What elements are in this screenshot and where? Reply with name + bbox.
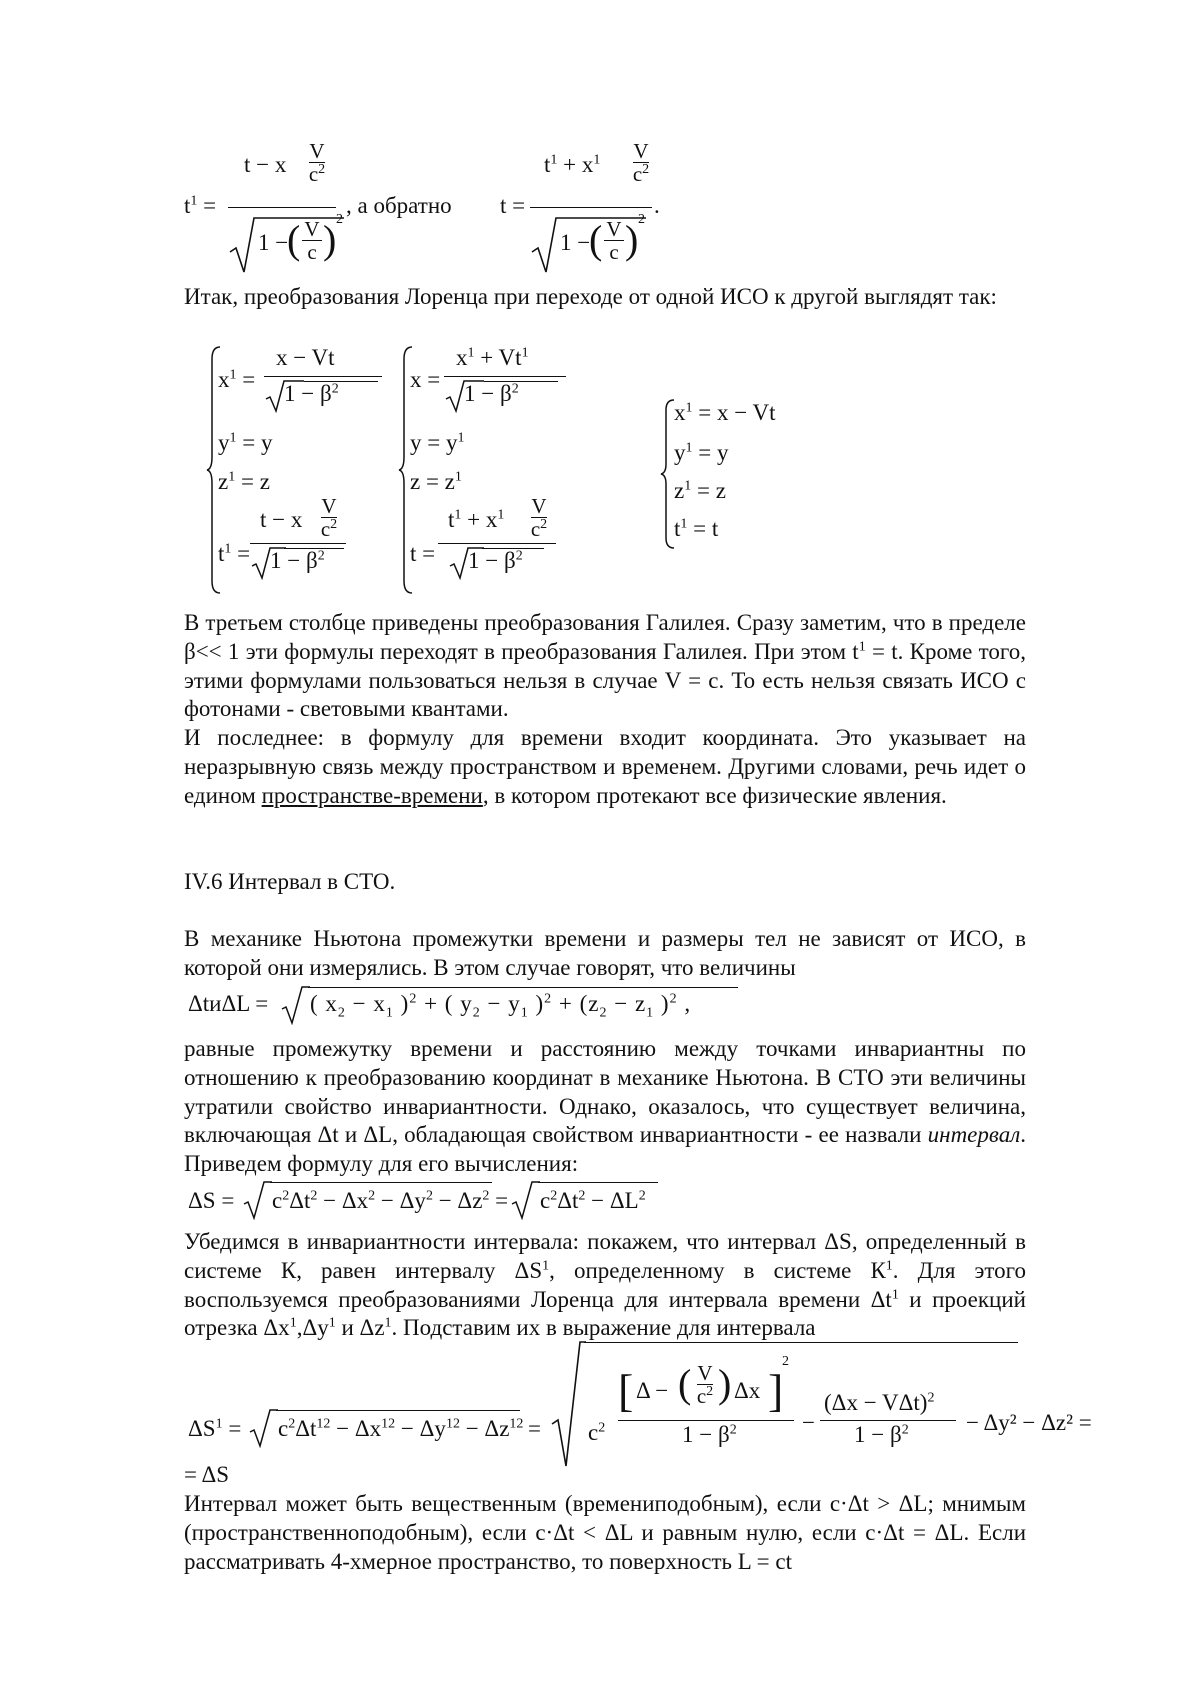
formula-interval-invariance: $\Delta S^1$ = $c^2\Delta t^{12} - \Delta x^{12} - \Delta y^{12} - \Delta z^{12}$ = $c^2$ [ Δ − ( V $c^2$ ) Δx ] 2 $1 - \beta^2$ − $(\Delta x - V\Delta t)^2$ $1 - \beta^2$ − Δy² − Δz² = xyxy=(188,1340,1048,1470)
system-col3: $x^1 = x - Vt$ $y^1 = y$ $z^1 = z$ $t^1 = t$ xyxy=(674,400,776,541)
spacetime-term: пространстве-времени xyxy=(261,782,483,808)
section-title: IV.6 Интервал в СТО. xyxy=(184,869,396,894)
formula-delta-l: ΔtиΔL = ( $x_2 - x_1$ )$^2$ + ( $y_2 - y_1$ )$^2 + (z_2 - z_1$ )$^2$ , xyxy=(188,985,748,1025)
top-formula-connector: , а обратно xyxy=(346,193,452,218)
formula-equals-ds: = ΔS xyxy=(184,1462,230,1487)
formula-delta-s: ΔS = $c^2\Delta t^2 - \Delta x^2 - \Delta y^2 - \Delta z^2$ = $c^2\Delta t^2 - \Delta L^2$ xyxy=(188,1180,688,1220)
system-col2: x = $x^1 + Vt^1$ $1 - \beta^2$ $y = y^1$ $z = z^1$ t = $t^1 + x^1$ V $c^2$ $1 - \beta^2$ xyxy=(410,345,610,595)
paragraph-interval: равные промежутку времени и расстоянию между точками инвариантны по отношению к преобразованию координат в механике Ньютона. В СТО эти величины утратили свойство инвариантности. Однако, оказалось, что существует величина, включающая Δt и ΔL, обладающая свойством инвариантности - ее назвали интервал. Приведем формулу для его вычисления: xyxy=(184,1036,1026,1177)
intro-paragraph: Итак, преобразования Лоренца при переходе от одной ИСО к другой выглядят так: xyxy=(184,284,997,309)
document-page: $t^1$ = t − x V $c^2$ 1 − ( V c ) 2 , а обратно t = $t^1 + x^1$ V $c^2$ 1 − ( V c ) 2 . Итак, преобразования Лоренца при переходе от одной ИСО к другой выглядят так: $x^1$ = x − Vt $1 - \beta^2$ $y^1 = y$ $z^1 = z$ $t^1$ = t − x V $c^2$ $1 - \beta^2$ x = $x^1 + Vt^1$ $1 - \beta^2$ $y = y^1$ $z = z^1$ t = $t^1 + x^1$ V $c^2$ $1 - \beta^2$ $x^1 = x - Vt$ $y^1 = y$ $z^1 = z$ $t^1 = t$ В третьем столбце приведены преобразования Галилея. Сразу заметим, что в пределе β<< 1 эти формулы переходят в преобразования Галилея. При этом $t^1 = t$. Кроме того, этими формулами пользоваться нельзя в случае V = c. То есть нельзя связать ИСО с фотонами - световыми квантами. И последнее: в формулу для времени входит координата. Это указывает на неразрывную связь между пространством и временем. Другими словами, речь идет о едином пространстве-времени, в котором протекают все физические явления. IV.6 Интервал в СТО. В механике Ньютона промежутки времени и размеры тел не зависят от ИСО, в которой они измерялись. В этом случае говорят, что величины ΔtиΔL = ( $x_2 - x_1$ )$^2$ + ( $y_2 - y_1$ )$^2 + (z_2 - z_1$ )$^2$ , равные промежутку времени и расстоянию между точками инвариантны по отношению к преобразованию координат в механике Ньютона. В СТО эти величины утратили свойство инвариантности. Однако, оказалось, что существует величина, включающая Δt и ΔL, обладающая свойством инвариантности - ее назвали интервал. Приведем формулу для его вычисления: ΔS = $c^2\Delta t^2 - \Delta x^2 - \Delta y^2 - \Delta z^2$ = $c^2\Delta t^2 - \Delta L^2$ Убедимся в инвариантности интервала: покажем, что интервал ΔS, определенный в системе К, равен интервалу $\Delta S^1$, определенному в системе $К^1$. Для этого воспользуемся преобразованиями Лоренца для интервала времени $\Delta t^1$ и проекций отрезка $\Delta x^1,\Delta y^1$ и $\Delta z^1$. Подставим их в выражение для интервала $\Delta S^1$ = $c^2\Delta t^{12} - \Delta x^{12} - \Delta y^{12} - \Delta z^{12}$ = $c^2$ [ Δ − ( V $c^2$ ) Δx ] 2 $1 - \beta^2$ − $(\Delta x - V\Delta t)^2$ $1 - \beta^2$ − Δy² − Δz² = = ΔS Интервал может быть вещественным (времениподобным), если c·Δt > ΔL; мнимым (пространственноподобным), если c·Δt < ΔL и равным нулю, если c·Δt = ΔL. Если рассматривать 4-хмерное пространство, то поверхность L = ct xyxy=(0,0,1200,1698)
paragraph-interval-types: Интервал может быть вещественным (времениподобным), если c·Δt > ΔL; мнимым (пространственноподобным), если c·Δt < ΔL и равным нулю, если c·Δt = ΔL. Если рассматривать 4-хмерное пространство, то поверхность L = ct xyxy=(184,1491,1026,1574)
paragraph-galileo: В третьем столбце приведены преобразования Галилея. Сразу заметим, что в пределе β<< 1 эти формулы переходят в преобразования Галилея. При этом $t^1 = t$. Кроме того, этими формулами пользоваться нельзя в случае V = c. То есть нельзя связать ИСО с фотонами - световыми квантами. И последнее: в формулу для времени входит координата. Это указывает на неразрывную связь между пространством и временем. Другими словами, речь идет о едином пространстве-времени, в котором протекают все физические явления. xyxy=(184,610,1026,808)
system-col1: $x^1$ = x − Vt $1 - \beta^2$ $y^1 = y$ $z^1 = z$ $t^1$ = t − x V $c^2$ $1 - \beta^2$ xyxy=(218,345,398,595)
paragraph-invariance: Убедимся в инвариантности интервала: покажем, что интервал ΔS, определенный в системе К, равен интервалу $\Delta S^1$, определенному в системе $К^1$. Для этого воспользуемся преобразованиями Лоренца для интервала времени $\Delta t^1$ и проекций отрезка $\Delta x^1,\Delta y^1$ и $\Delta z^1$. Подставим их в выражение для интервала xyxy=(184,1229,1026,1341)
paragraph-newton: В механике Ньютона промежутки времени и размеры тел не зависят от ИСО, в которой они измерялись. В этом случае говорят, что величины xyxy=(184,926,1026,980)
